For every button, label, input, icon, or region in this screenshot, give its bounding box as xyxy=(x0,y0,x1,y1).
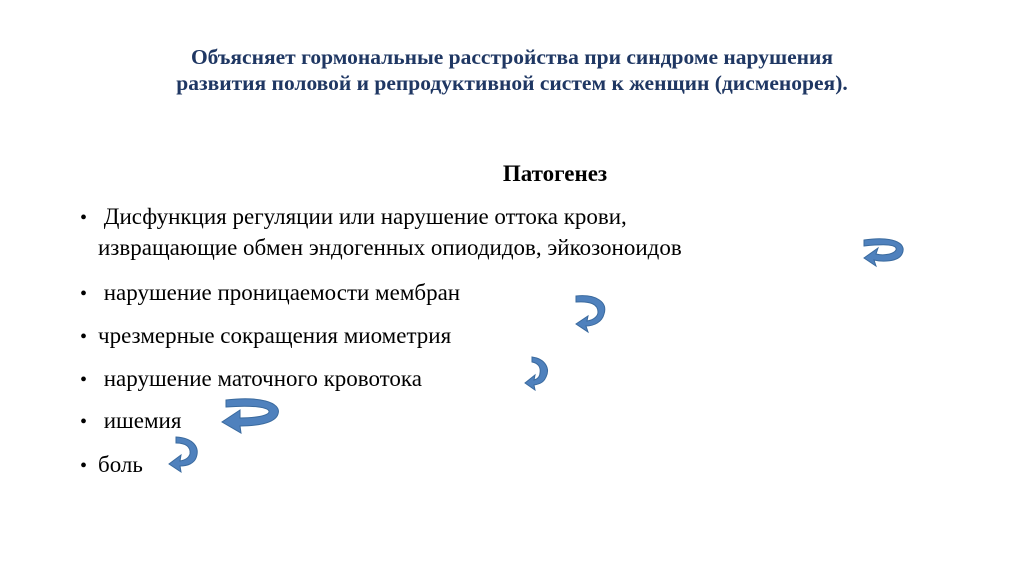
bullet-item xyxy=(80,278,460,309)
bullet-item xyxy=(80,450,143,481)
title-line-1: Объясняет гормональные расстройства при синдроме нарушения xyxy=(190,45,834,69)
slide-title xyxy=(90,44,934,96)
title-line-2: развития половой и репродуктивной систем к женщин (дисменорея). xyxy=(176,71,848,95)
bullet-item xyxy=(80,364,422,395)
bullet-dot: • xyxy=(80,326,88,348)
section-heading: Патогенез xyxy=(502,161,608,186)
bullet-dot: • xyxy=(80,411,88,433)
curved-arrow-icon xyxy=(860,234,910,270)
bullet-dot: • xyxy=(80,455,88,477)
curved-arrow-icon xyxy=(218,396,284,436)
bullet-dot: • xyxy=(80,207,88,229)
bullet-text: нарушение маточного кровотока xyxy=(98,366,422,391)
bullet-text: Дисфункция регуляции или нарушение оттока крови, xyxy=(98,204,627,229)
bullet-text: нарушение проницаемости мембран xyxy=(98,280,461,305)
curved-arrow-icon xyxy=(570,292,610,334)
bullet-dot: • xyxy=(80,283,88,305)
bullet-text-continuation: извращающие обмен эндогенных опиодидов, эйкозоноидов xyxy=(98,235,682,260)
bullet-dot: • xyxy=(80,369,88,391)
bullet-text: чрезмерные сокращения миометрия xyxy=(98,323,452,348)
bullet-text: боль xyxy=(98,452,143,477)
bullet-text: ишемия xyxy=(98,408,182,433)
bullet-item xyxy=(80,321,451,352)
curved-arrow-icon xyxy=(522,355,552,391)
bullet-item xyxy=(80,202,627,233)
curved-arrow-icon xyxy=(166,434,202,474)
bullet-item xyxy=(80,406,181,437)
